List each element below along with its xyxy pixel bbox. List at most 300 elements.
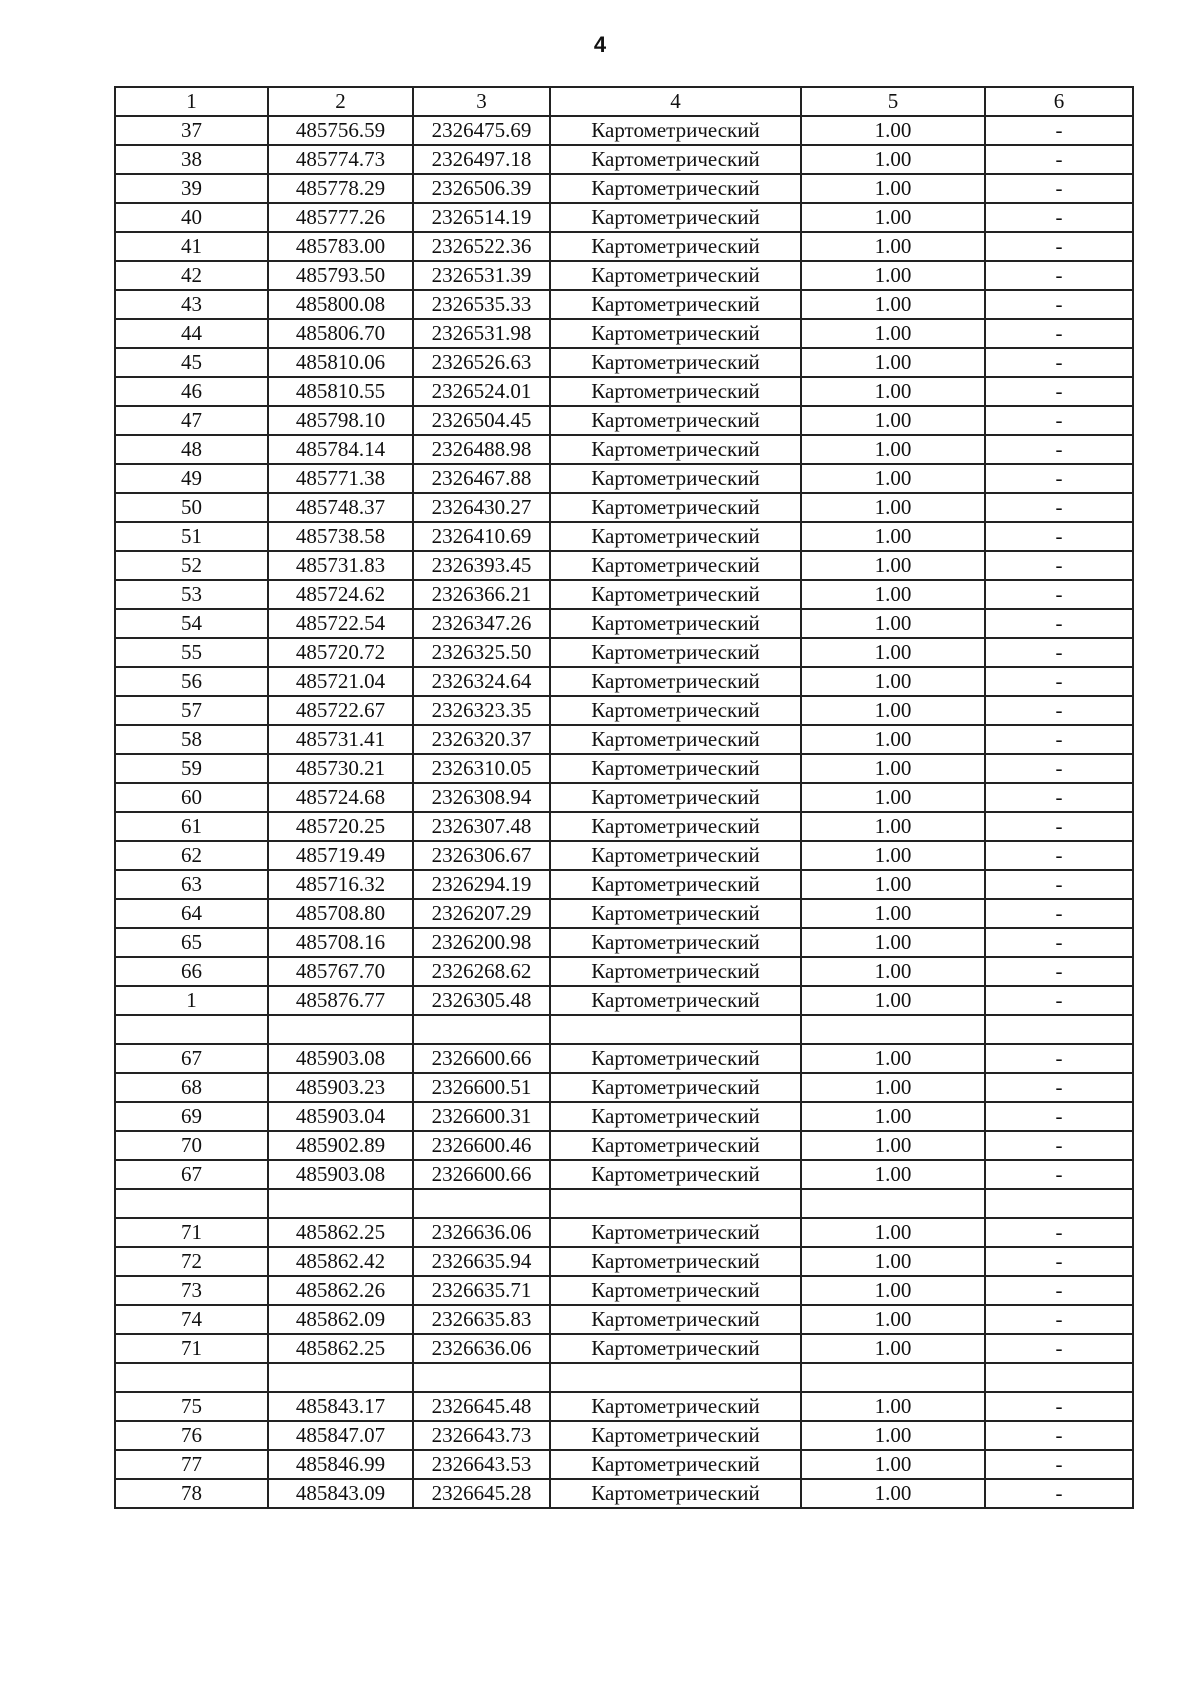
table-row [115,1363,1133,1392]
table-cell: 1.00 [801,696,985,725]
table-cell: 2326643.53 [413,1450,550,1479]
table-cell: 485862.09 [268,1305,413,1334]
table-cell: 1.00 [801,638,985,667]
table-cell: 72 [115,1247,268,1276]
table-cell: 1.00 [801,870,985,899]
table-cell: 58 [115,725,268,754]
table-cell: 485793.50 [268,261,413,290]
table-cell: 485722.54 [268,609,413,638]
table-cell: 2326475.69 [413,116,550,145]
table-cell: Картометрический [550,522,801,551]
table-row [115,1479,1133,1508]
table-cell: 485862.26 [268,1276,413,1305]
table-cell: 2326506.39 [413,174,550,203]
table-cell: - [985,1102,1133,1131]
table-cell: - [985,1479,1133,1508]
table-cell: 61 [115,812,268,841]
table-cell: - [985,1247,1133,1276]
table-row [115,435,1133,464]
table-cell: 1.00 [801,1247,985,1276]
table-cell: - [985,290,1133,319]
table-row [115,1392,1133,1421]
table-cell: 485722.67 [268,696,413,725]
table-cell: - [985,580,1133,609]
table-cell: 66 [115,957,268,986]
table-row [115,1218,1133,1247]
table-cell: 53 [115,580,268,609]
table-cell: - [985,174,1133,203]
table-cell: Картометрический [550,232,801,261]
table-cell: Картометрический [550,145,801,174]
table-cell: - [985,348,1133,377]
table-cell: 2326522.36 [413,232,550,261]
table-cell: 75 [115,1392,268,1421]
table-cell: 45 [115,348,268,377]
table-cell: 41 [115,232,268,261]
table-cell: - [985,522,1133,551]
table-cell: 49 [115,464,268,493]
table-cell: 48 [115,435,268,464]
table-row [115,899,1133,928]
table-cell: Картометрический [550,551,801,580]
table-cell [413,1363,550,1392]
table-cell: - [985,1073,1133,1102]
table-cell [985,1189,1133,1218]
table-cell: - [985,1421,1133,1450]
table-cell: - [985,261,1133,290]
table-cell: Картометрический [550,1334,801,1363]
table-cell: Картометрический [550,754,801,783]
table-cell: - [985,841,1133,870]
table-cell: - [985,1392,1133,1421]
table-cell: 2326600.46 [413,1131,550,1160]
table-cell: 68 [115,1073,268,1102]
table-cell: 78 [115,1479,268,1508]
table-cell: 73 [115,1276,268,1305]
table-cell: 1.00 [801,783,985,812]
table-cell: 485774.73 [268,145,413,174]
table-cell: 44 [115,319,268,348]
table-cell: 1.00 [801,1305,985,1334]
table-cell: 2326635.94 [413,1247,550,1276]
table-cell: Картометрический [550,812,801,841]
table-cell: - [985,1218,1133,1247]
table-cell: Картометрический [550,406,801,435]
table-cell: - [985,928,1133,957]
table-row [115,203,1133,232]
table-row [115,1421,1133,1450]
table-cell: 485876.77 [268,986,413,1015]
table-cell: 43 [115,290,268,319]
table-cell: 1.00 [801,377,985,406]
table-cell: 2326645.48 [413,1392,550,1421]
table-cell: 1.00 [801,580,985,609]
coordinates-table [114,86,1134,1509]
table-cell: 485783.00 [268,232,413,261]
table-cell [268,1015,413,1044]
table-cell: 1.00 [801,957,985,986]
table-row [115,116,1133,145]
table-row [115,377,1133,406]
table-cell: Картометрический [550,1450,801,1479]
table-cell: 2326535.33 [413,290,550,319]
table-row [115,580,1133,609]
table-cell: Картометрический [550,116,801,145]
table-cell: Картометрический [550,725,801,754]
table-cell: Картометрический [550,1102,801,1131]
table-cell: 1.00 [801,899,985,928]
table-row [115,290,1133,319]
header-cell: 5 [801,87,985,116]
table-cell: 485784.14 [268,435,413,464]
table-cell: 2326635.83 [413,1305,550,1334]
table-cell: 485798.10 [268,406,413,435]
table-cell: 1.00 [801,406,985,435]
table-cell: 76 [115,1421,268,1450]
table-cell: 485730.21 [268,754,413,783]
table-cell: 485721.04 [268,667,413,696]
table-cell: 65 [115,928,268,957]
table-cell: 485720.72 [268,638,413,667]
table-cell: Картометрический [550,957,801,986]
table-cell: 2326635.71 [413,1276,550,1305]
table-cell: - [985,377,1133,406]
table-cell: 485719.49 [268,841,413,870]
table-cell: - [985,1305,1133,1334]
table-cell: - [985,203,1133,232]
table-cell: 1.00 [801,493,985,522]
table-row [115,261,1133,290]
table-cell: Картометрический [550,1044,801,1073]
table-cell [115,1015,268,1044]
table-cell: 485777.26 [268,203,413,232]
table-cell: - [985,754,1133,783]
table-cell: - [985,812,1133,841]
table-cell: 2326320.37 [413,725,550,754]
table-row [115,1015,1133,1044]
table-cell: 485902.89 [268,1131,413,1160]
table-cell: - [985,551,1133,580]
table-cell: Картометрический [550,928,801,957]
table-cell: 485903.08 [268,1044,413,1073]
table-row [115,493,1133,522]
table-row [115,1044,1133,1073]
table-cell: 2326366.21 [413,580,550,609]
table-cell: 52 [115,551,268,580]
table-cell: 1.00 [801,290,985,319]
table-cell: 1.00 [801,1450,985,1479]
table-cell: Картометрический [550,580,801,609]
table-cell: 1.00 [801,232,985,261]
table-cell: Картометрический [550,1305,801,1334]
table-cell: Картометрический [550,986,801,1015]
table-cell: 2326324.64 [413,667,550,696]
table-cell: - [985,145,1133,174]
table-cell: - [985,986,1133,1015]
table-cell: 59 [115,754,268,783]
table-cell: 1.00 [801,348,985,377]
table-cell: 485756.59 [268,116,413,145]
table-cell: Картометрический [550,493,801,522]
table-cell: Картометрический [550,841,801,870]
table-cell [413,1189,550,1218]
table-cell: - [985,1334,1133,1363]
table-row [115,754,1133,783]
table-cell: 485846.99 [268,1450,413,1479]
table-cell: 2326645.28 [413,1479,550,1508]
table-cell: 1.00 [801,1334,985,1363]
header-cell: 4 [550,87,801,116]
table-row [115,870,1133,899]
table-cell: 2326524.01 [413,377,550,406]
table-cell: 2326200.98 [413,928,550,957]
table-cell: 485800.08 [268,290,413,319]
table-cell: 485748.37 [268,493,413,522]
table-cell: 42 [115,261,268,290]
table-cell: 485716.32 [268,870,413,899]
table-cell [268,1363,413,1392]
table-cell: 40 [115,203,268,232]
table-cell: 46 [115,377,268,406]
table-cell: 71 [115,1334,268,1363]
table-row [115,638,1133,667]
table-cell: 70 [115,1131,268,1160]
table-cell: Картометрический [550,1218,801,1247]
table-cell: 2326305.48 [413,986,550,1015]
table-cell: Картометрический [550,1073,801,1102]
table-row [115,1247,1133,1276]
table-cell: Картометрический [550,1421,801,1450]
table-cell: 485862.25 [268,1334,413,1363]
table-cell: Картометрический [550,203,801,232]
table-cell: 485720.25 [268,812,413,841]
header-cell: 6 [985,87,1133,116]
table-cell: 1 [115,986,268,1015]
header-cell: 2 [268,87,413,116]
table-cell: Картометрический [550,435,801,464]
table-cell: 38 [115,145,268,174]
table-cell: - [985,1160,1133,1189]
table-body [115,116,1133,1508]
table-cell: 1.00 [801,1073,985,1102]
table-cell: 67 [115,1044,268,1073]
table-cell: 1.00 [801,725,985,754]
table-cell: 2326636.06 [413,1218,550,1247]
table-cell: 2326347.26 [413,609,550,638]
table-cell: 1.00 [801,145,985,174]
table-cell: 39 [115,174,268,203]
table-cell: 485843.09 [268,1479,413,1508]
table-cell: - [985,638,1133,667]
table-cell: 2326430.27 [413,493,550,522]
table-cell: 485724.68 [268,783,413,812]
table-cell: 2326488.98 [413,435,550,464]
table-cell: 2326643.73 [413,1421,550,1450]
table-cell: 1.00 [801,261,985,290]
table-cell: Картометрический [550,1479,801,1508]
table-cell: 1.00 [801,1044,985,1073]
table-cell [801,1189,985,1218]
table-cell: 1.00 [801,464,985,493]
table-cell: Картометрический [550,870,801,899]
table-cell: - [985,1131,1133,1160]
table-cell: 485731.41 [268,725,413,754]
table-row [115,522,1133,551]
table-cell: 2326600.66 [413,1044,550,1073]
table-cell: 485810.55 [268,377,413,406]
table-cell: 485810.06 [268,348,413,377]
table-cell [985,1015,1133,1044]
table-cell: 1.00 [801,435,985,464]
table-cell: 2326600.31 [413,1102,550,1131]
table-cell: Картометрический [550,696,801,725]
table-row [115,1131,1133,1160]
table-cell: 2326306.67 [413,841,550,870]
table-cell: - [985,957,1133,986]
table-cell: 2326600.66 [413,1160,550,1189]
table-cell [550,1015,801,1044]
table-cell [801,1015,985,1044]
table-cell: 62 [115,841,268,870]
table-cell [985,1363,1133,1392]
table-cell: 1.00 [801,754,985,783]
table-cell: 485771.38 [268,464,413,493]
table-cell: 485903.04 [268,1102,413,1131]
table-row [115,1073,1133,1102]
table-cell: 51 [115,522,268,551]
table-cell: 2326268.62 [413,957,550,986]
table-cell: 2326504.45 [413,406,550,435]
table-cell: 2326310.05 [413,754,550,783]
table-cell [268,1189,413,1218]
table-cell: 2326526.63 [413,348,550,377]
table-cell: - [985,435,1133,464]
table-cell: - [985,870,1133,899]
table-row [115,1102,1133,1131]
table-cell: - [985,1276,1133,1305]
table-cell: 63 [115,870,268,899]
table-cell [801,1363,985,1392]
table-row [115,957,1133,986]
table-cell: 50 [115,493,268,522]
table-cell: Картометрический [550,261,801,290]
table-cell: 485767.70 [268,957,413,986]
table-cell: 1.00 [801,551,985,580]
table-cell: 54 [115,609,268,638]
table-cell [550,1363,801,1392]
table-cell: 1.00 [801,609,985,638]
table-cell: - [985,493,1133,522]
table-cell: 2326207.29 [413,899,550,928]
table-cell: Картометрический [550,638,801,667]
table-cell: 2326308.94 [413,783,550,812]
table-cell [115,1363,268,1392]
table-row [115,1189,1133,1218]
table-cell: 2326307.48 [413,812,550,841]
table-cell: 2326514.19 [413,203,550,232]
table-row [115,696,1133,725]
table-row [115,174,1133,203]
table-cell: 47 [115,406,268,435]
header-cell: 3 [413,87,550,116]
table-cell: 485847.07 [268,1421,413,1450]
table-cell: 55 [115,638,268,667]
table-cell: 60 [115,783,268,812]
table-cell: - [985,1450,1133,1479]
table-row [115,551,1133,580]
table-cell: 56 [115,667,268,696]
table-row [115,725,1133,754]
table-row [115,1160,1133,1189]
table-row [115,812,1133,841]
table-cell: 77 [115,1450,268,1479]
table-cell: 74 [115,1305,268,1334]
table-cell: 2326600.51 [413,1073,550,1102]
table-cell: 2326410.69 [413,522,550,551]
table-cell: Картометрический [550,667,801,696]
table-cell: 1.00 [801,1421,985,1450]
table-cell: 1.00 [801,986,985,1015]
table-cell: 485806.70 [268,319,413,348]
table-cell: 2326467.88 [413,464,550,493]
table-row [115,1305,1133,1334]
table-cell: 67 [115,1160,268,1189]
table-row [115,232,1133,261]
table-header-row [115,87,1133,116]
table-row [115,928,1133,957]
table-row [115,1450,1133,1479]
table-cell: Картометрический [550,348,801,377]
table-cell: 485731.83 [268,551,413,580]
table-cell: 485738.58 [268,522,413,551]
table-cell: - [985,319,1133,348]
table-cell: 485843.17 [268,1392,413,1421]
table-row [115,609,1133,638]
table-cell: 1.00 [801,1160,985,1189]
table-cell: 2326531.39 [413,261,550,290]
table-cell: - [985,696,1133,725]
page-number: 4 [593,32,607,57]
table-cell: 2326636.06 [413,1334,550,1363]
table-cell: Картометрический [550,899,801,928]
table-row [115,406,1133,435]
table-cell: - [985,667,1133,696]
table-cell [550,1189,801,1218]
table-cell [413,1015,550,1044]
table-row [115,1334,1133,1363]
table-cell [115,1189,268,1218]
table-cell: 1.00 [801,928,985,957]
table-cell: 485778.29 [268,174,413,203]
table-cell: 2326497.18 [413,145,550,174]
table-cell: 2326323.35 [413,696,550,725]
table-cell: - [985,1044,1133,1073]
table-row [115,841,1133,870]
table-cell: Картометрический [550,319,801,348]
table-row [115,1276,1133,1305]
table-cell: Картометрический [550,1247,801,1276]
table-cell: Картометрический [550,783,801,812]
table-cell: - [985,899,1133,928]
table-cell: 1.00 [801,1218,985,1247]
table-cell: 1.00 [801,1102,985,1131]
table-row [115,348,1133,377]
table-cell: 485903.08 [268,1160,413,1189]
table-cell: - [985,116,1133,145]
table-cell: 1.00 [801,1131,985,1160]
table-cell: 37 [115,116,268,145]
table-cell: 1.00 [801,812,985,841]
